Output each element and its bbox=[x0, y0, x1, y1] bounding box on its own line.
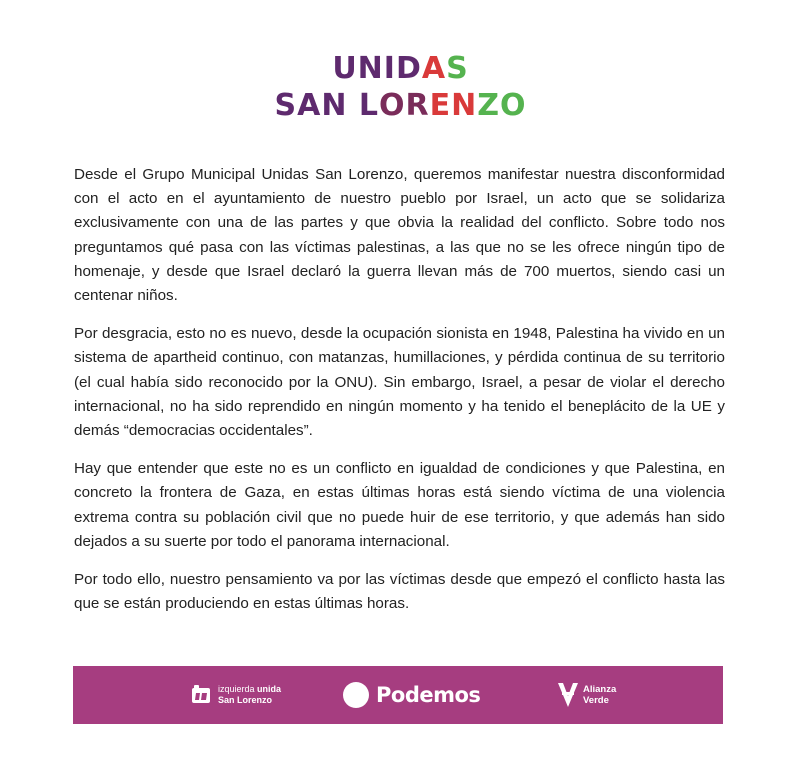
iu-label-light: izquierda bbox=[218, 684, 258, 694]
podemos-circle-icon bbox=[343, 682, 369, 708]
logo-segment: UNID bbox=[332, 51, 422, 86]
paragraph-4: Por todo ello, nuestro pensamiento va por las víctimas desde que empezó el conflicto hasta las que se están produciendo en estas últimas horas. bbox=[74, 571, 725, 613]
alianza-label-line1: Alianza bbox=[583, 684, 617, 695]
footer-banner bbox=[73, 666, 723, 724]
izquierda-unida-logo-icon bbox=[191, 684, 213, 706]
logo-segment: OR bbox=[379, 88, 430, 123]
logo-segment: A bbox=[421, 51, 447, 86]
podemos-logo bbox=[343, 666, 480, 724]
iu-label-town: San Lorenzo bbox=[218, 695, 273, 705]
iu-label-bold: unida bbox=[257, 684, 282, 694]
podemos-label: Podemos bbox=[376, 683, 481, 707]
logo-line-san-lorenzo bbox=[0, 88, 801, 124]
logo-segment: SAN L bbox=[274, 88, 379, 123]
logo-segment: S bbox=[446, 51, 469, 86]
izquierda-unida-logo bbox=[191, 666, 281, 724]
alianza-verde-logo-icon bbox=[556, 682, 580, 708]
logo-line-unidas bbox=[0, 51, 801, 87]
logo-segment: ZO bbox=[477, 88, 527, 123]
paragraph-1: Desde el Grupo Municipal Unidas San Lorenzo, queremos manifestar nuestra disconformidad con el acto en el ayuntamiento de nuestro pueblo por Israel, un acto que se solidariza exclusivamente con una de las partes y que obvia la realidad del conflicto. Sobre todo nos preguntamos qué pasa con las víctimas palestinas, a las que no se les ofrece ningún tipo de homenaje, y desde que Israel declaró la guerra llevan más de 700 muertos, siendo casi un centenar niños. bbox=[74, 166, 725, 305]
statement-body bbox=[74, 163, 725, 630]
logo-segment: EN bbox=[429, 88, 478, 123]
paragraph-2: Por desgracia, esto no es nuevo, desde la ocupación sionista en 1948, Palestina ha vivido en un sistema de apartheid continuo, con matanzas, humillaciones, y pérdida continua de su territorio (el cual había sido reconocido por la ONU). Sin embargo, Israel, a pesar de violar el derecho internacional, no ha sido reprendido en ningún momento y ha tenido el beneplácito de la UE y demás “democracias occidentales”. bbox=[74, 325, 725, 440]
paragraph-3: Hay que entender que este no es un conflicto en igualdad de condiciones y que Palestina, en concreto la frontera de Gaza, en estas últimas horas está siendo víctima de una violencia extrema contra su población civil que no puede huir de ese territorio, y que además han sido dejados a su suerte por todo el panorama internacional. bbox=[74, 460, 725, 550]
alianza-verde-logo bbox=[556, 666, 616, 724]
alianza-label-line2: Verde bbox=[583, 695, 609, 706]
